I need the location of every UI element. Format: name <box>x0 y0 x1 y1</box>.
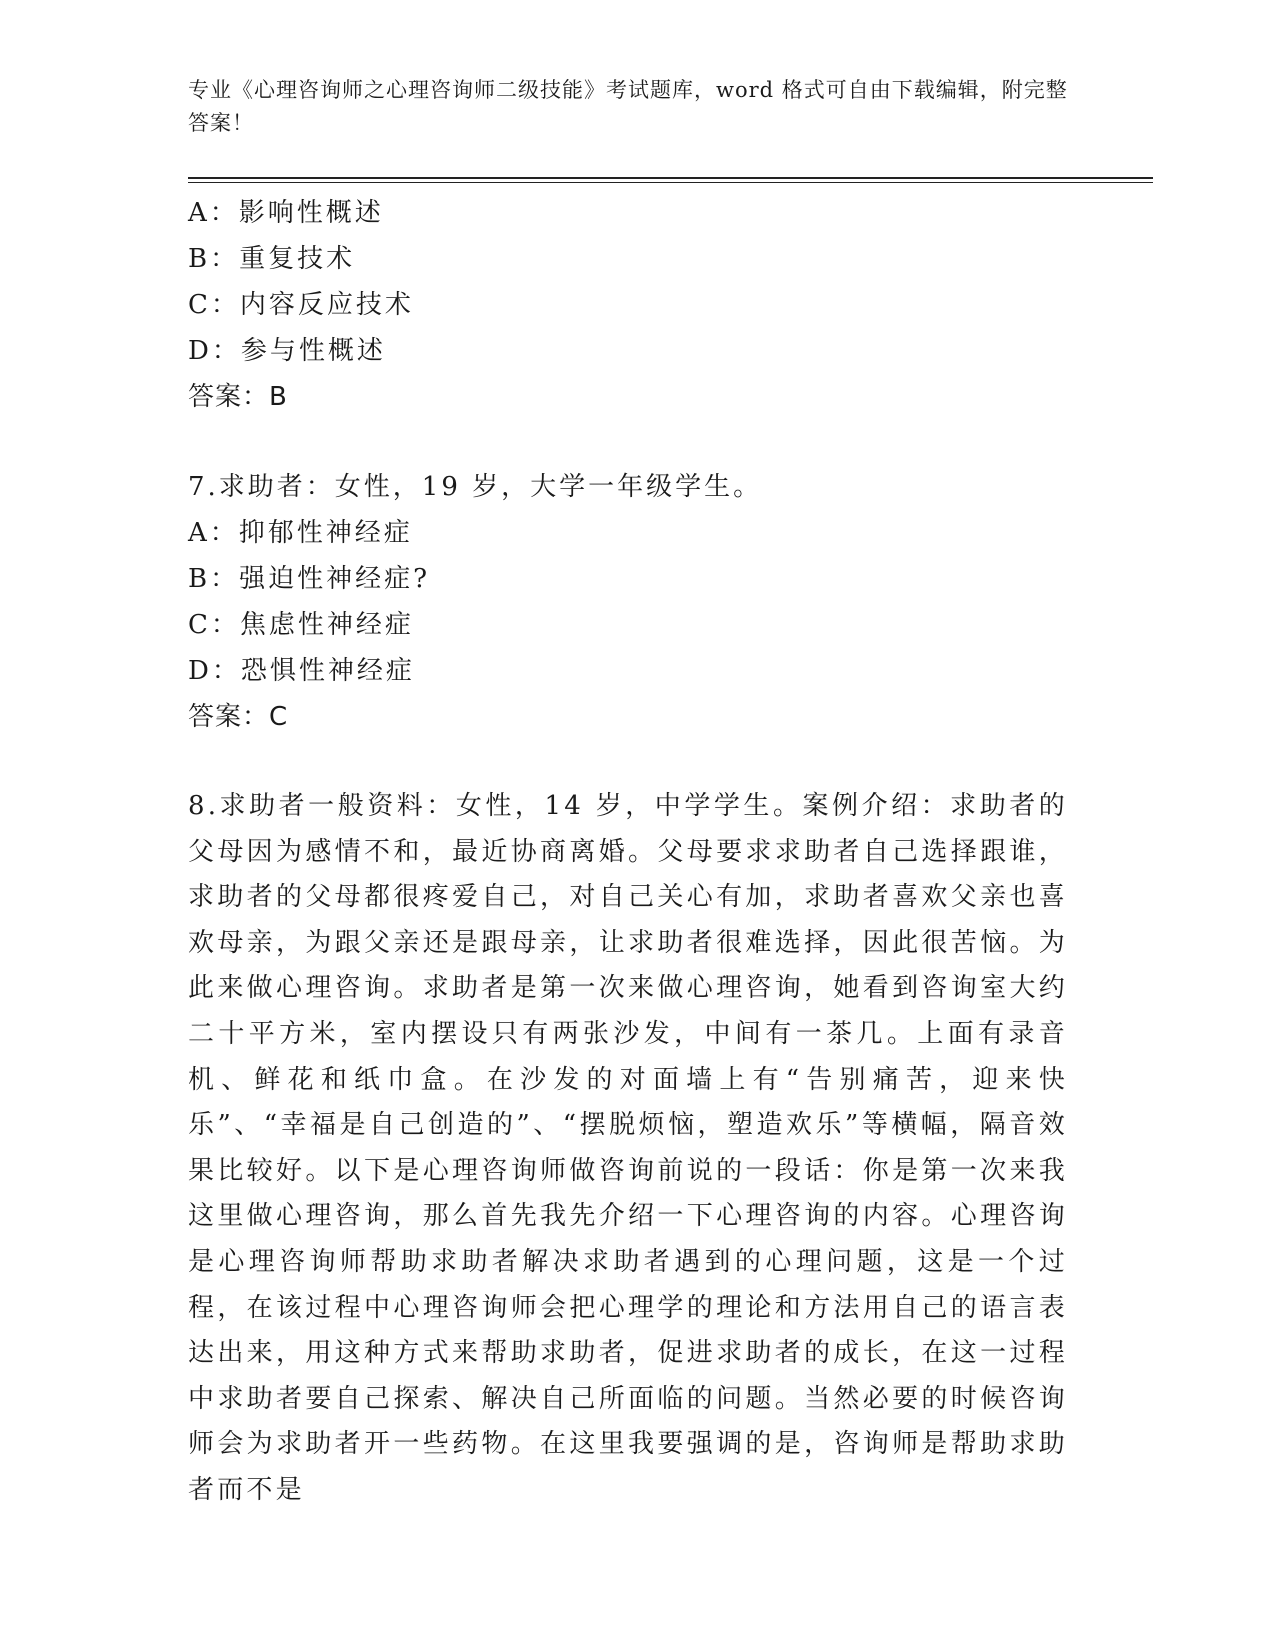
question-6-block <box>188 190 1068 420</box>
option-b: B：强迫性神经症? <box>188 564 431 594</box>
option-a: A：抑郁性神经症 <box>188 518 413 548</box>
spacer <box>188 740 1068 784</box>
option-b: B：重复技术 <box>188 244 356 274</box>
header-divider-thin <box>188 182 1153 183</box>
option-c: C：焦虑性神经症 <box>188 610 414 640</box>
option-d: D：参与性概述 <box>188 336 386 366</box>
spacer <box>188 420 1068 464</box>
option-c: C：内容反应技术 <box>188 290 414 320</box>
document-body <box>188 190 1068 1514</box>
question-8-block <box>188 784 1068 1514</box>
question-stem: 7.求助者：女性，19 岁，大学一年级学生。 <box>188 472 763 502</box>
document-header: 专业《心理咨询师之心理咨询师二级技能》考试题库，word 格式可自由下载编辑，附完整答案！ <box>188 78 1068 135</box>
answer-line: 答案：C <box>188 702 289 732</box>
answer-line: 答案：B <box>188 382 288 412</box>
option-d: D：恐惧性神经症 <box>188 656 415 686</box>
option-a: A：影响性概述 <box>188 198 384 228</box>
header-divider-thick <box>188 177 1153 179</box>
question-7-block <box>188 464 1068 740</box>
question-stem: 8.求助者一般资料：女性，14 岁，中学学生。案例介绍：求助者的父母因为感情不和，最近协商离婚。父母要求求助者自己选择跟谁，求助者的父母都很疼爱自己，对自己关心有加，求助者喜欢父亲也喜欢母亲，为跟父亲还是跟母亲，让求助者很难选择，因此很苦恼。为此来做心理咨询。求助者是第一次来做心理咨询，她看到咨询室大约二十平方米，室内摆设只有两张沙发，中间有一茶几。上面有录音机、鲜花和纸巾盒。在沙发的对面墙上有“告别痛苦，迎来快乐”、“幸福是自己创造的”、“摆脱烦恼，塑造欢乐”等横幅，隔音效果比较好。以下是心理咨询师做咨询前说的一段话：你是第一次来我这里做心理咨询，那么首先我先介绍一下心理咨询的内容。心理咨询是心理咨询师帮助求助者解决求助者遇到的心理问题，这是一个过程，在该过程中心理咨询师会把心理学的理论和方法用自己的语言表达出来，用这种方式来帮助求助者，促进求助者的成长，在这一过程中求助者要自己探索、解决自己所面临的问题。当然必要的时候咨询师会为求助者开一些药物。在这里我要强调的是，咨询师是帮助求助者而不是 <box>188 791 1068 1505</box>
